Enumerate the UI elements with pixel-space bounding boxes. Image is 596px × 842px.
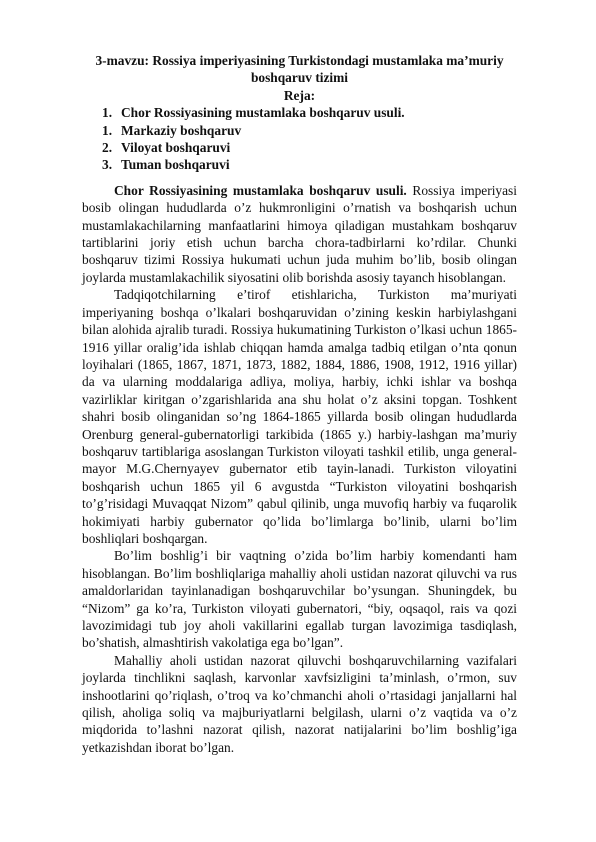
plan-item-number: 1. [102, 105, 113, 121]
plan-item-number: 3. [102, 157, 113, 173]
body-paragraph [82, 286, 517, 547]
paragraph-text: Bo’lim boshlig’i bir vaqtning o’zida bo’lim harbiy komendanti ham hisoblangan. Bo’lim boshliqlariga mahalliy aholi ustidan nazorat qiluvchi va rus amaldorlaridan tayinlanadigan boshqaruvchilar bo’ysungan. Shuningdek, bu “Nizom” ga ko’ra, Turkiston viloyati gubernatori, “biy, oqsaqol, rais va qozi lavozimidagi tub joy aholi vakillarini egallab turgan lavozimiga tasdiqlash, bo’shatish, almashtirish vakolatiga ega bo’lgan”. [82, 548, 517, 651]
document-page [82, 52, 517, 756]
plan-item [82, 156, 517, 173]
plan-item-text: Viloyat boshqaruvi [121, 140, 231, 156]
plan-item-text: Markaziy boshqaruv [121, 122, 242, 138]
plan-list [82, 104, 517, 174]
plan-item-text: Chor Rossiyasining mustamlaka boshqaruv usuli. [121, 105, 405, 121]
plan-item-number: 2. [102, 140, 113, 156]
paragraph-lead: Chor Rossiyasining mustamlaka boshqaruv usuli. [114, 182, 407, 198]
plan-item [82, 122, 517, 139]
plan-item [82, 139, 517, 156]
plan-item-text: Tuman boshqaruvi [121, 157, 230, 173]
paragraph-text: Rossiya imperiyasi bosib olingan hududlarda o’z hukmronligini o’rnatish va boshqarish uchun mustamlakachilarning manfaatlarini himoya qiladigan mustahkam boshqaruv tartiblarini joriy etish uchun barcha chora-tadbirlarni ko’rdilar. Chunki boshqaruv tizimi Rossiya hukumati uchun juda muhim bo’lib, bosib olingan joylarda mustamlakachilik siyosatini olib borishda asosiy tayanch hisoblangan. [82, 182, 517, 285]
body-paragraph [82, 547, 517, 651]
paragraph-text: Mahalliy aholi ustidan nazorat qiluvchi boshqaruvchilarning vazifalari joylarda tinchlikni saqlash, karvonlar xavfsizligini ta’minlash, o’rmon, suv inshootlarini qo’riqlash, o’troq va ko’chmanchi aholi o’rtasidagi janjallarni hal qilish, aholiga soliq va majburiyatlarni belgilash, ularni o’z vaqtida va o’z miqdorida to’lashni nazorat qilish, nazorat natijalarini bo’lim boshlig’iga yetkazishdan iborat bo’lgan. [82, 652, 517, 755]
body-paragraph [82, 182, 517, 286]
plan-item-number: 1. [102, 122, 113, 138]
paragraph-text: Tadqiqotchilarning e’tirof etishlaricha, Turkiston ma’muriyati imperiyaning boshqa o’lkalari boshqaruvidan o’zining keskin harbiylashgani bilan alohida ajralib turadi. Rossiya hukumatining Turkiston o’lkasi uchun 1865-1916 yillar oralig’ida ishlab chiqqan hamda amalga tadbiq etilgan o’nta qonun loyihalari (1865, 1867, 1871, 1873, 1882, 1884, 1886, 1908, 1912, 1916 yillar) da va ularning moddalariga adliya, moliya, harbiy, ichki ishlar va boshqa vazirliklar kiritgan o’zgarishlarida ana shu holat o’z aksini topgan. Toshkent shahri bosib olinganidan so’ng 1864-1865 yillarda bosib olingan hududlarda Orenburg general-gubernatorligi tarkibida (1865 y.) harbiy-lashgan ma’muriy boshqaruv tartiblariga asoslangan Turkiston viloyati tashkil etilib, unga general-mayor M.G.Chernyayev gubernator etib tayin-lanadi. Turkiston viloyatini boshqarish uchun 1865 yil 6 avgustda “Turkiston viloyatini boshqarish to’g’risidagi Muvaqqat Nizom” qabul qilinib, unga muvofiq harbiy va fuqarolik hokimiyati harbiy gubernator qo’lida bo’limlarga bo’linib, ularni bo’lim boshliqlari boshqargan. [82, 287, 517, 546]
document-title: 3-mavzu: Rossiya imperiyasining Turkistondagi mustamlaka ma’muriy boshqaruv tizimi [95, 53, 504, 86]
plan-item [82, 104, 517, 121]
plan-heading: Reja: [283, 87, 316, 103]
body-paragraph [82, 652, 517, 756]
